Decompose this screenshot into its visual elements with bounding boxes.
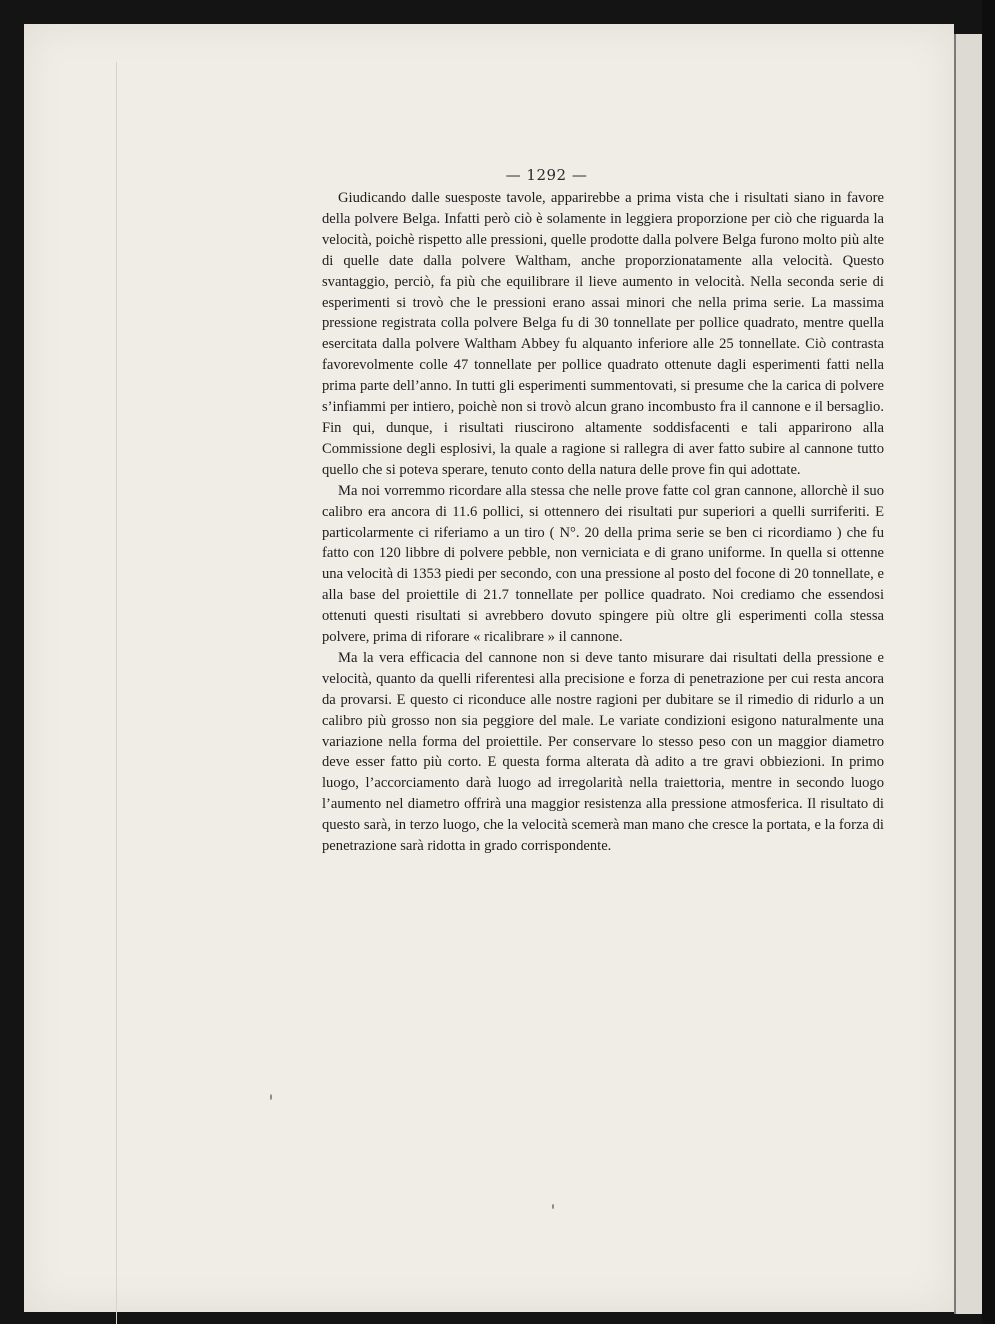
paragraph-3: Ma la vera efficacia del cannone non si deve tanto misurare dai risultati della pressione e velocità, quanto da quelli riferentesi alla precisione e forza di penetrazione per cui resta ancora da provarsi. E questo ci riconduce alle nostre ragioni per dubitare se il rimedio di ridurlo a un calibro più grosso non sia peggiore del male. Le variate condizioni esigono naturalmente una variazione nella forma del proiettile. Per conservare lo stesso peso con un maggior diametro deve esser fatto più corto. E questa forma alterata dà adito a tre gravi obbiezioni. In primo luogo, l’accorciamento darà luogo ad irregolarità nella traiettoria, mentre in secondo luogo l’aumento nel diametro offrirà una maggior resistenza alla pressione atmosferica. Il risultato di questo sarà, in terzo luogo, che la velocità scemerà man mano che cresce la portata, e la forza di penetrazione sarà ridotta in grado corrispondente.	[322, 649, 884, 855]
paper-speck	[270, 1094, 272, 1100]
scan-border	[982, 0, 995, 1324]
page-fold-line	[116, 62, 117, 1324]
next-page-edge	[954, 34, 984, 1314]
paragraph-1: Giudicando dalle suesposte tavole, apparirebbe a prima vista che i risultati siano in favore della polvere Belga. Infatti però ciò è solamente in leggiera proporzione per ciò che riguarda la velocità, poichè rispetto alle pressioni, quelle prodotte dalla polvere Belga furono molto più alte di quelle date dalla polvere Waltham, anche proporzionatamente alla velocità. Questo svantaggio, perciò, fa più che equilibrare il lieve aumento in velocità. Nella seconda serie di esperimenti si trovò che le pressioni erano assai minori che nella prima serie. La massima pressione registrata colla polvere Belga fu di 30 tonnellate per pollice quadrato, mentre quella esercitata dalla polvere Waltham Abbey fu alquanto inferiore alle 25 tonnellate. Ciò contrasta favorevolmente colle 47 tonnellate per pollice quadrato ottenute dagli esperimenti fatti nella prima parte dell’anno. In tutti gli esperimenti summentovati, si presume che la carica di polvere s’infiammi per intiero, poichè non si trovò alcun grano incombusto fra il cannone e il bersaglio. Fin qui, dunque, i risultati riuscirono altamente soddisfacenti e tali apparirono alla Commissione degli esplosivi, la quale a ragione si rallegra di aver fatto subire al cannone tutto quello che si poteva sperare, tenuto conto della natura delle prove fin qui adottate.	[322, 190, 884, 478]
body-text	[322, 188, 884, 857]
paper-sheet	[24, 24, 954, 1312]
page-number: — 1292 —	[505, 166, 588, 184]
paragraph-2: Ma noi vorremmo ricordare alla stessa che nelle prove fatte col gran cannone, allorchè il suo calibro era ancora di 11.6 pollici, si ottennero dei risultati pur superiori a quelli surriferiti. E particolarmente ci riferiamo a un tiro ( N°. 20 della prima serie se ben ci ricordiamo ) che fu fatto con 120 libbre di polvere pebble, non verniciata e di grano uniforme. In quella si ottenne una velocità di 1353 piedi per secondo, con una pressione al posto del focone di 20 tonnellate, e alla base del proiettile di 21.7 tonnellate per pollice quadrato. Noi crediamo che essendosi ottenuti questi risultati si avrebbero dovuto spingere più oltre gli esperimenti colla stessa polvere, prima di riforare « ricalibrare » il cannone.	[322, 482, 884, 646]
paper-speck	[552, 1204, 554, 1209]
